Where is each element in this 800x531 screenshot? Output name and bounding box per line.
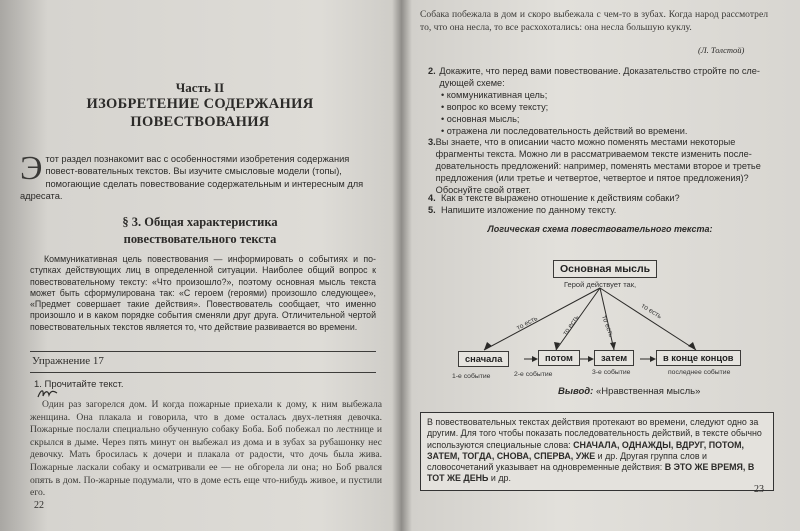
task-3-text: Вы знаете, что в описании часто можно поменять местами некоторые фрагменты текста. Можно ли в рассматриваемом тексте изменить после-довательность предложений: например, поменять местами второе и третье предложения (или третье и четвертое, четвертое и пятое предложения)? Обоснуйте свой ответ. bbox=[435, 137, 761, 195]
event-label: 3-е событие bbox=[592, 369, 631, 376]
reading-continued: Собака побежала в дом и скоро выбежала с чем-то в зубах. Когда народ рассмотрел то, что она несла, то все расхохотались: она несла большую куклу. bbox=[420, 9, 768, 33]
rule-text-start: В повествовательных текстах действия протекают во времени, следуют одно за другим. Для того чтобы показать последовательность действий, в тексте обычно используются специальные слова: bbox=[427, 417, 762, 450]
main-thought-box: Основная мысль bbox=[553, 260, 657, 278]
exercise-header bbox=[30, 351, 376, 373]
rule-text-mid: и др. Другая группа слов и словосочетаний указывает на одновременные действия: bbox=[427, 450, 707, 473]
step-box-next: затем bbox=[594, 350, 634, 366]
task-5-text: Напишите изложение по данному тексту. bbox=[441, 205, 617, 215]
step-box-then: потом bbox=[538, 350, 580, 366]
task-3-number: 3. bbox=[428, 137, 436, 147]
task-2-bullet: • основная мысль; bbox=[441, 113, 520, 124]
section-title-line2: повествовательного текста bbox=[123, 232, 277, 246]
exercise-title: Упражнение 17 bbox=[32, 355, 104, 367]
author: (Л. Толстой) bbox=[698, 45, 745, 55]
page-number-right: 23 bbox=[754, 484, 764, 495]
task-4 bbox=[428, 193, 778, 205]
task-2-number: 2. bbox=[428, 66, 436, 76]
scheme-title: Логическая схема повествовательного текста: bbox=[487, 224, 713, 234]
then-label: то есть bbox=[561, 314, 581, 337]
reading-text: Один раз загорелся дом. И когда пожарные приехали к дому, к ним выбежала женщина. Она плакала и говорила, что в доме осталась двух-летняя девочка. Пожарные послали специально обученную собаку Боба. Боб побежал по лестнице и скрылся в дыме. Через пять минут он выбежал из дома и в зубах за рубашонку нес девочку. Мать бросилась к дочери и плакала от радости, что дочь была жива. Пожарные ласкали собаку и осматривали ее — не обгорела ли она; но Боб рвался опять в дом. По-жарные подумали, что в доме есть еще что-нибудь живое, и пустили его. bbox=[30, 399, 382, 499]
step-box-finally: в конце концов bbox=[656, 350, 741, 366]
event-label: 1-е событие bbox=[452, 373, 491, 380]
task-3 bbox=[428, 137, 778, 197]
task-2-text: Докажите, что перед вами повествование. Доказательство стройте по сле-дующей схеме: bbox=[439, 66, 760, 88]
rule-text-end: и др. bbox=[490, 473, 511, 484]
conclusion bbox=[558, 386, 700, 397]
task-4-text: Как в тексте выражено отношение к действиям собаки? bbox=[441, 193, 680, 203]
then-label: то есть bbox=[600, 314, 615, 339]
task-2-bullet: • отражена ли последовательность действий во времени. bbox=[441, 125, 688, 136]
page-number-left: 22 bbox=[34, 500, 44, 511]
part-title-line1: ИЗОБРЕТЕНИЕ СОДЕРЖАНИЯ bbox=[86, 96, 314, 112]
task-1: 1. Прочитайте текст. bbox=[34, 379, 124, 390]
task-2-bullet: • коммуникативная цель; bbox=[441, 89, 548, 100]
task-2-bullet: • вопрос ко всему тексту; bbox=[441, 101, 549, 112]
part-label: Часть II bbox=[175, 80, 225, 95]
then-label: то есть bbox=[515, 315, 539, 332]
part-title-line2: ПОВЕСТВОВАНИЯ bbox=[130, 114, 270, 130]
task-2 bbox=[428, 66, 778, 137]
drop-cap: Э bbox=[20, 150, 43, 187]
intro-paragraph bbox=[20, 150, 380, 203]
event-label: последнее событие bbox=[668, 369, 731, 376]
left-page bbox=[14, 0, 386, 531]
section-title-line1: § 3. Общая характеристика bbox=[122, 215, 278, 229]
hero-acts-label: Герой действует так, bbox=[564, 280, 637, 289]
rule-bold-words: СНАЧАЛА, ОДНАЖДЫ, ВДРУГ, ПОТОМ, ЗАТЕМ, ТОГДА, СНОВА, СПЕРВА, УЖЕ bbox=[427, 439, 744, 461]
rule-bold-words-2: В ЭТО ЖЕ ВРЕМЯ, В ТОТ ЖЕ ДЕНЬ bbox=[427, 462, 755, 484]
rule-box bbox=[420, 412, 774, 491]
conclusion-value: «Нравственная мысль» bbox=[595, 386, 701, 397]
event-label: 2-е событие bbox=[514, 371, 553, 378]
section-paragraph: Коммуникативная цель повествования — информировать о событиях и по-ступках действующих лиц в определенной ситуации. Наиболее общий вопрос к повествовательному тексту: «Что произошло?», поэтому основная мысль текста может быть сформулирована так: «С героем (героями) произошло следующее», «Предмет совершает такие действия». Повествователь сообщает, что именно произошло и в каком порядке события сменяли друг друга. Отличительной чертой повествовательных текстов является то, что действие развивается во времени. bbox=[30, 254, 376, 332]
step-box-first: сначала bbox=[458, 351, 509, 367]
intro-text: тот раздел познакомит вас с особенностями изобретения содержания повест-вовательных текстов. Вы изучите смысловые модели (топы), помогающие сделать повествование содержательным и интересным для адресата. bbox=[20, 154, 364, 202]
task-5-number: 5. bbox=[428, 205, 436, 215]
logic-scheme bbox=[408, 240, 792, 390]
right-page bbox=[408, 0, 792, 531]
then-label: то есть bbox=[639, 302, 663, 321]
task-4-number: 4. bbox=[428, 193, 436, 203]
task-5 bbox=[428, 205, 778, 217]
conclusion-label: Вывод: bbox=[558, 386, 594, 397]
